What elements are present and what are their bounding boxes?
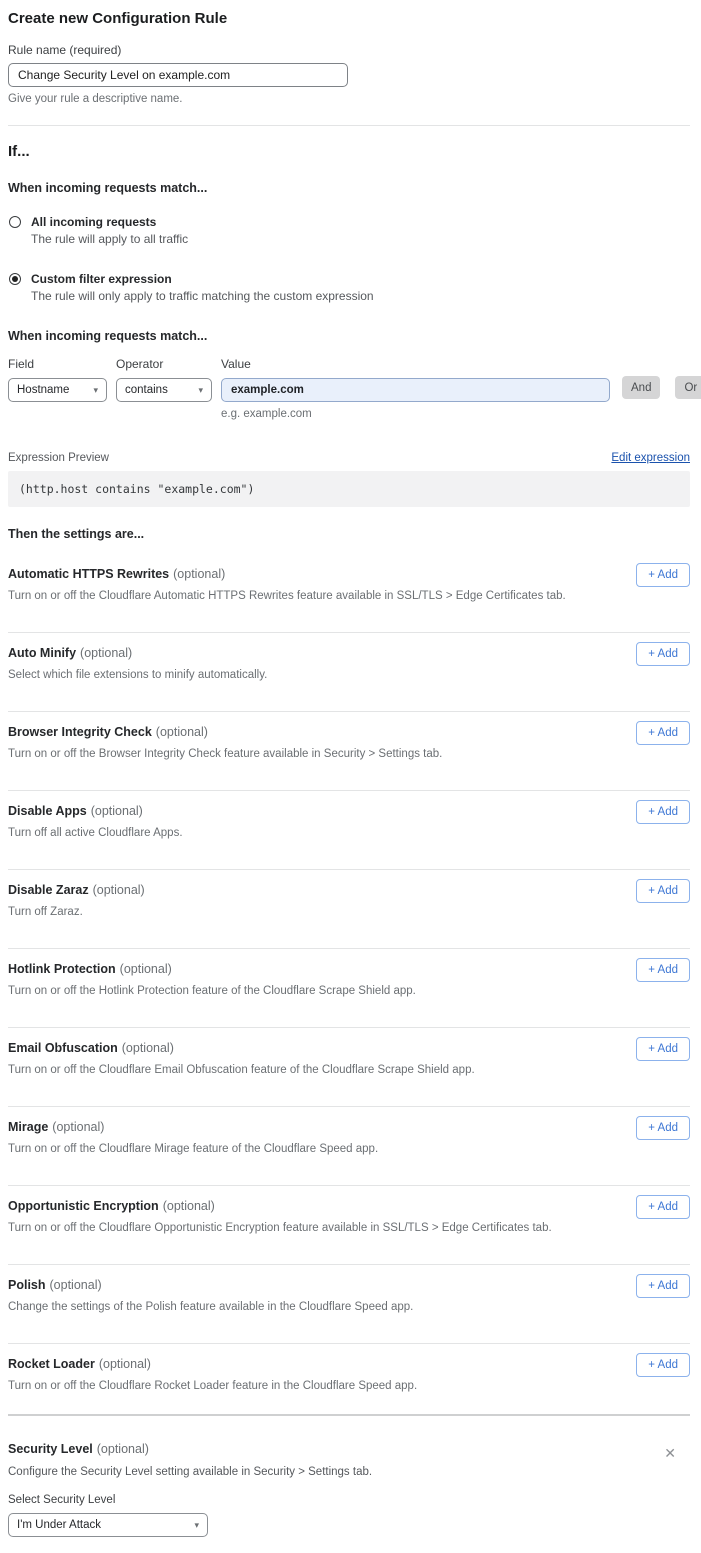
setting-description: Turn on or off the Cloudflare Rocket Loader feature in the Cloudflare Speed app. — [8, 1380, 418, 1392]
filter-match-heading: When incoming requests match... — [8, 329, 208, 343]
setting-title: Email Obfuscation — [8, 1041, 118, 1055]
add-setting-button[interactable]: + Add — [636, 800, 690, 824]
field-select[interactable] — [8, 378, 107, 402]
rule-name-section — [8, 43, 690, 105]
if-heading: If... — [8, 143, 30, 160]
setting-optional-tag: (optional) — [98, 1357, 151, 1371]
add-setting-button[interactable]: + Add — [636, 721, 690, 745]
field-select-value: Hostname — [17, 384, 70, 396]
security-level-optional-tag: (optional) — [96, 1442, 149, 1456]
setting-optional-tag: (optional) — [173, 567, 226, 581]
page-title: Create new Configuration Rule — [8, 10, 228, 27]
radio-label: All incoming requests — [31, 215, 157, 229]
operator-label: Operator — [116, 357, 164, 371]
radio-button-icon[interactable] — [9, 216, 21, 228]
security-level-title: Security Level — [8, 1442, 93, 1456]
value-helper: e.g. example.com — [221, 408, 312, 420]
setting-title: Automatic HTTPS Rewrites — [8, 567, 170, 581]
setting-optional-tag: (optional) — [121, 1041, 174, 1055]
setting-title: Disable Zaraz — [8, 883, 89, 897]
radio-description: The rule will only apply to traffic matching the custom expression — [31, 289, 374, 303]
expression-preview-label: Expression Preview — [8, 452, 109, 464]
security-level-select-value: I'm Under Attack — [17, 1519, 102, 1531]
setting-title: Polish — [8, 1278, 46, 1292]
setting-optional-tag: (optional) — [52, 1120, 105, 1134]
section-divider — [8, 125, 690, 126]
settings-list — [8, 554, 690, 1414]
setting-row — [8, 949, 690, 1028]
add-setting-button[interactable]: + Add — [636, 1274, 690, 1298]
setting-description: Turn off Zaraz. — [8, 906, 83, 918]
setting-row — [8, 1107, 690, 1186]
or-button[interactable]: Or — [675, 376, 701, 399]
setting-optional-tag: (optional) — [92, 883, 145, 897]
setting-description: Turn off all active Cloudflare Apps. — [8, 827, 183, 839]
setting-title: Opportunistic Encryption — [8, 1199, 159, 1213]
chevron-down-icon: ▾ — [194, 1519, 199, 1530]
add-setting-button[interactable]: + Add — [636, 1037, 690, 1061]
match-type-radio-group — [8, 215, 690, 303]
setting-description: Turn on or off the Cloudflare Opportunistic Encryption feature available in SSL/TLS > Edge Certificates tab. — [8, 1222, 552, 1234]
expression-preview-header — [8, 452, 690, 464]
setting-description: Turn on or off the Cloudflare Mirage feature of the Cloudflare Speed app. — [8, 1143, 379, 1155]
expression-code: (http.host contains "example.com") — [19, 482, 255, 496]
setting-row — [8, 712, 690, 791]
setting-title: Rocket Loader — [8, 1357, 95, 1371]
rule-name-input[interactable] — [8, 63, 348, 87]
radio-all-incoming-requests[interactable] — [8, 215, 690, 246]
radio-custom-filter-expression[interactable] — [8, 272, 690, 303]
and-button[interactable]: And — [622, 376, 660, 399]
chevron-down-icon: ▾ — [93, 384, 98, 395]
security-level-section — [8, 1416, 690, 1537]
operator-select-value: contains — [125, 384, 168, 396]
setting-row — [8, 1265, 690, 1344]
setting-description: Change the settings of the Polish feature available in the Cloudflare Speed app. — [8, 1301, 414, 1313]
field-column — [8, 357, 107, 402]
setting-row — [8, 554, 690, 633]
setting-title: Disable Apps — [8, 804, 87, 818]
add-setting-button[interactable]: + Add — [636, 1195, 690, 1219]
filter-builder-row — [8, 357, 698, 420]
setting-description: Turn on or off the Cloudflare Automatic HTTPS Rewrites feature available in SSL/TLS > Edge Certificates tab. — [8, 590, 566, 602]
radio-label: Custom filter expression — [31, 272, 172, 286]
radio-description: The rule will apply to all traffic — [31, 232, 189, 246]
value-column — [221, 357, 610, 420]
setting-title: Mirage — [8, 1120, 49, 1134]
rule-name-helper: Give your rule a descriptive name. — [8, 93, 183, 105]
setting-description: Turn on or off the Cloudflare Email Obfuscation feature of the Cloudflare Scrape Shield app. — [8, 1064, 475, 1076]
setting-optional-tag: (optional) — [119, 962, 172, 976]
value-label: Value — [221, 357, 251, 371]
security-level-select[interactable] — [8, 1513, 208, 1537]
setting-row — [8, 870, 690, 949]
radio-button-icon[interactable] — [9, 273, 21, 285]
value-input[interactable] — [221, 378, 610, 402]
setting-row — [8, 633, 690, 712]
add-setting-button[interactable]: + Add — [636, 642, 690, 666]
setting-title: Browser Integrity Check — [8, 725, 152, 739]
setting-description: Turn on or off the Hotlink Protection feature of the Cloudflare Scrape Shield app. — [8, 985, 416, 997]
expression-preview-box — [8, 471, 690, 507]
setting-description: Select which file extensions to minify automatically. — [8, 669, 268, 681]
setting-row — [8, 1344, 690, 1414]
setting-row — [8, 1186, 690, 1265]
setting-title: Hotlink Protection — [8, 962, 116, 976]
setting-title: Auto Minify — [8, 646, 77, 660]
setting-row — [8, 1028, 690, 1107]
add-setting-button[interactable]: + Add — [636, 879, 690, 903]
close-icon[interactable]: ✕ — [664, 1445, 676, 1461]
setting-optional-tag: (optional) — [90, 804, 143, 818]
setting-optional-tag: (optional) — [162, 1199, 215, 1213]
operator-column — [116, 357, 212, 402]
setting-row — [8, 791, 690, 870]
operator-select[interactable] — [116, 378, 212, 402]
add-setting-button[interactable]: + Add — [636, 563, 690, 587]
setting-optional-tag: (optional) — [80, 646, 133, 660]
edit-expression-link[interactable]: Edit expression — [611, 452, 690, 464]
chevron-down-icon: ▾ — [198, 384, 203, 395]
add-setting-button[interactable]: + Add — [636, 958, 690, 982]
select-security-level-label: Select Security Level — [8, 1494, 116, 1506]
setting-optional-tag: (optional) — [155, 725, 208, 739]
rule-name-label: Rule name (required) — [8, 43, 122, 57]
incoming-requests-match-heading: When incoming requests match... — [8, 181, 208, 195]
add-setting-button[interactable]: + Add — [636, 1353, 690, 1377]
add-setting-button[interactable]: + Add — [636, 1116, 690, 1140]
setting-optional-tag: (optional) — [49, 1278, 102, 1292]
field-label: Field — [8, 357, 35, 371]
setting-description: Turn on or off the Browser Integrity Check feature available in Security > Settings tab. — [8, 748, 443, 760]
then-settings-heading: Then the settings are... — [8, 527, 145, 541]
security-level-description: Configure the Security Level setting available in Security > Settings tab. — [8, 1466, 373, 1478]
